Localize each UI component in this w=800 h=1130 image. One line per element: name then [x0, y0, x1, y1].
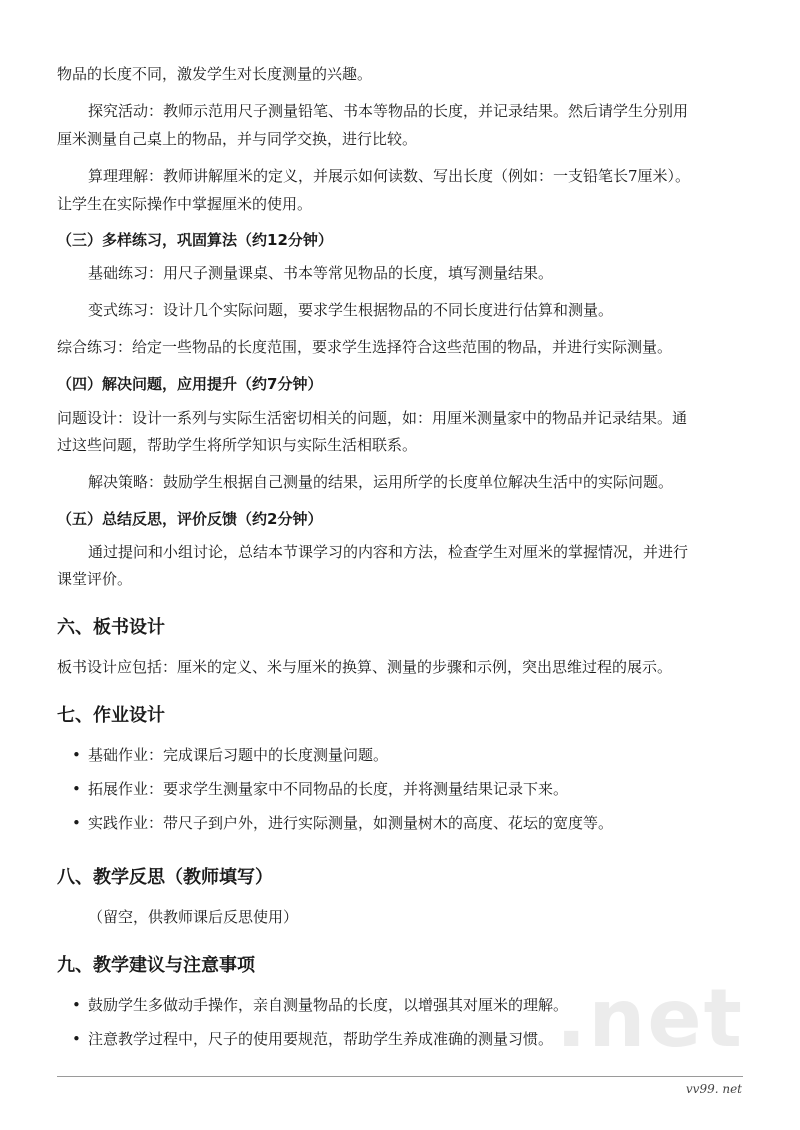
heading-board-design: 六、板书设计: [57, 617, 165, 638]
paragraph-variant-practice: 变式练习：设计几个实际问题，要求学生根据物品的不同长度进行估算和测量。: [88, 301, 614, 319]
bullet-icon: •: [72, 746, 81, 764]
paragraph-summary-line1: 通过提问和小组讨论，总结本节课学习的内容和方法，检查学生对厘米的掌握情况，并进行: [88, 543, 689, 561]
paragraph-problem-design-line1: 问题设计：设计一系列与实际生活密切相关的问题，如：用厘米测量家中的物品并记录结果。通: [57, 409, 688, 427]
paragraph-intro-tail: 物品的长度不同，激发学生对长度测量的兴趣。: [57, 65, 373, 83]
bullet-icon: •: [72, 780, 81, 798]
paragraph-reflection-placeholder: （留空，供教师课后反思使用）: [88, 908, 299, 926]
subheading-practice: （三）多样练习，巩固算法（约12分钟）: [57, 231, 333, 249]
paragraph-explore-line1: 探究活动：教师示范用尺子测量铅笔、书本等物品的长度，并记录结果。然后请学生分别用: [88, 102, 689, 120]
bullet-icon: •: [72, 1030, 81, 1048]
homework-item-basic: • 基础作业：完成课后习题中的长度测量问题。: [72, 746, 389, 764]
suggestion-item-hands-on: • 鼓励学生多做动手操作，亲自测量物品的长度，以增强其对厘米的理解。: [72, 996, 569, 1014]
heading-reflection: 八、教学反思（教师填写）: [57, 867, 273, 888]
suggestions-list: [72, 994, 568, 1062]
paragraph-summary-line2: 课堂评价。: [57, 570, 133, 588]
bullet-icon: •: [72, 814, 81, 832]
footer-site-label: vv99. net: [685, 1082, 742, 1096]
subheading-summary: （五）总结反思，评价反馈（约2分钟）: [57, 510, 323, 528]
homework-item-extended: • 拓展作业：要求学生测量家中不同物品的长度，并将测量结果记录下来。: [72, 780, 569, 798]
heading-suggestions: 九、教学建议与注意事项: [57, 955, 255, 976]
watermark: .net: [556, 972, 744, 1065]
footer-divider: [57, 1076, 743, 1077]
paragraph-comprehensive-practice: 综合练习：给定一些物品的长度范围，要求学生选择符合这些范围的物品，并进行实际测量。: [57, 338, 673, 356]
paragraph-explore-line2: 厘米测量自己桌上的物品，并与同学交换，进行比较。: [57, 130, 418, 148]
bullet-icon: •: [72, 996, 81, 1014]
paragraph-problem-design-line2: 过这些问题，帮助学生将所学知识与实际生活相联系。: [57, 436, 418, 454]
subheading-problem-solving: （四）解决问题，应用提升（约7分钟）: [57, 375, 323, 393]
homework-list: [72, 744, 613, 846]
paragraph-theory-line1: 算理理解：教师讲解厘米的定义，并展示如何读数、写出长度（例如：一支铅笔长7厘米）。: [88, 167, 691, 185]
suggestion-item-ruler-usage: • 注意教学过程中，尺子的使用要规范，帮助学生养成准确的测量习惯。: [72, 1030, 554, 1048]
paragraph-board-design: 板书设计应包括：厘米的定义、米与厘米的换算、测量的步骤和示例，突出思维过程的展示。: [57, 658, 673, 676]
heading-homework: 七、作业设计: [57, 705, 165, 726]
homework-item-practice: • 实践作业：带尺子到户外，进行实际测量，如测量树木的高度、花坛的宽度等。: [72, 814, 614, 832]
paragraph-theory-line2: 让学生在实际操作中掌握厘米的使用。: [57, 195, 313, 213]
paragraph-strategy: 解决策略：鼓励学生根据自己测量的结果，运用所学的长度单位解决生活中的实际问题。: [88, 473, 674, 491]
paragraph-basic-practice: 基础练习：用尺子测量课桌、书本等常见物品的长度，填写测量结果。: [88, 264, 554, 282]
